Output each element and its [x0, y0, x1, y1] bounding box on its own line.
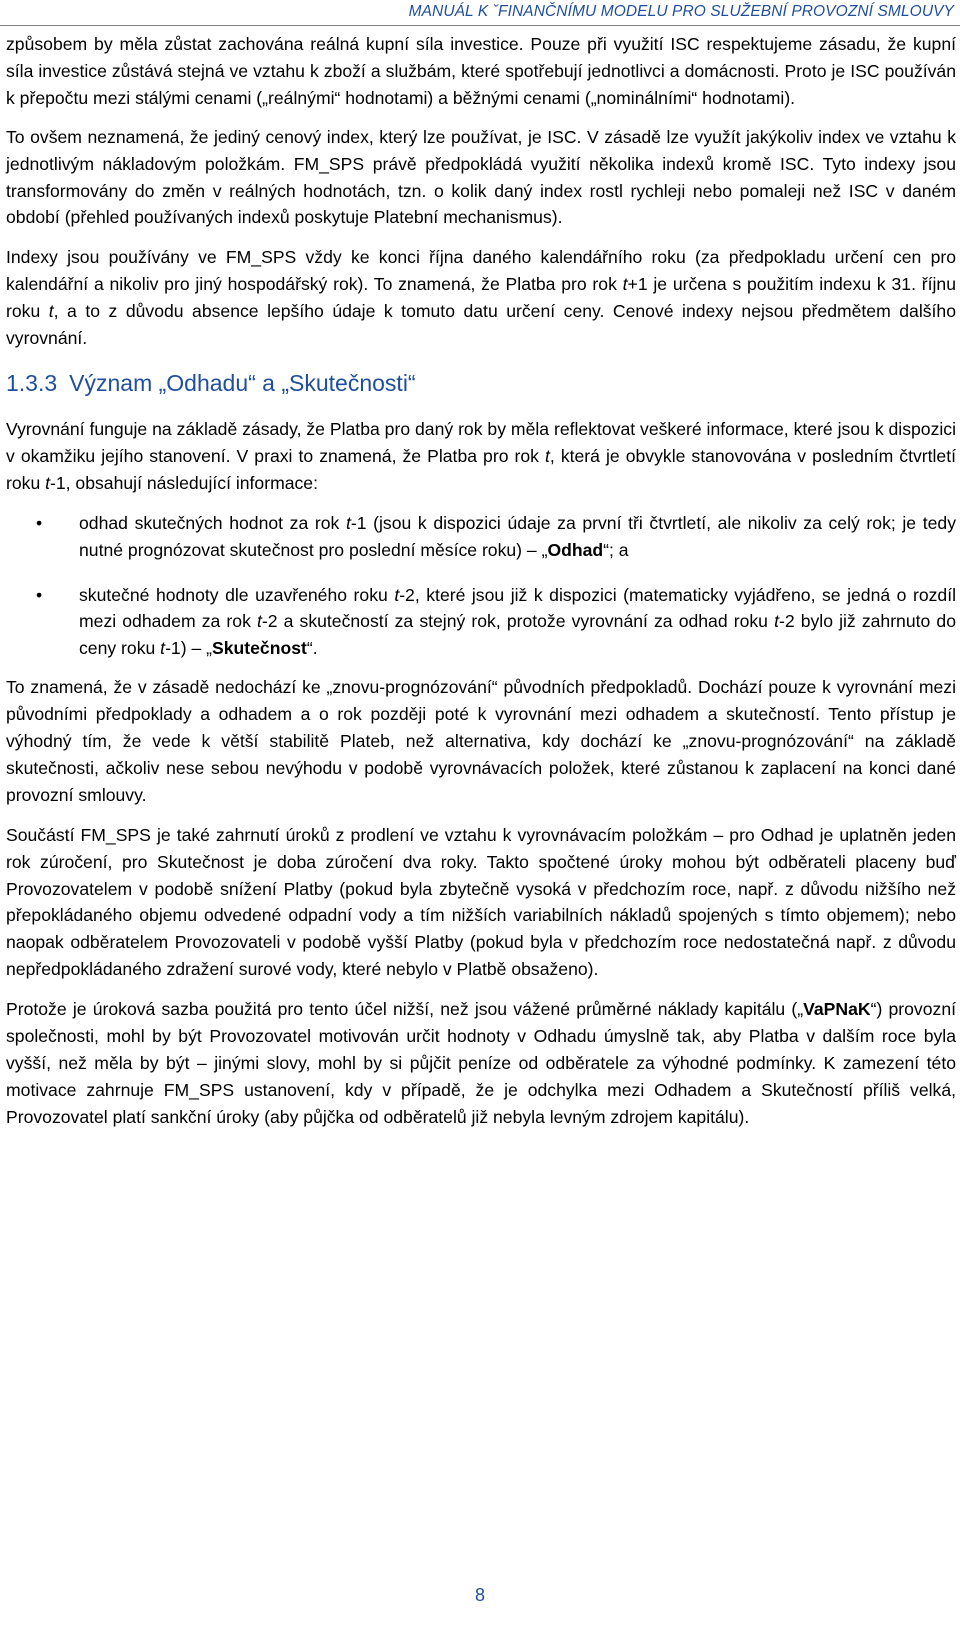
- bullet-icon: •: [36, 584, 43, 605]
- italic-variable: t: [622, 274, 628, 295]
- section-number: 1.3.3: [6, 369, 58, 396]
- bold-term: Odhad: [547, 539, 604, 560]
- text-run: “; a: [603, 539, 629, 560]
- paragraph-vapnak: [6, 996, 956, 1131]
- list-item: [6, 582, 956, 663]
- italic-variable: t: [256, 611, 262, 632]
- text-run: -2, které jsou již k dispozici (matematicky vyjádřeno, se jedná o rozdíl mezi odhadem za rok: [79, 584, 956, 632]
- text-run: Indexy jsou používány ve FM_SPS vždy ke konci října daného kalendářního roku (za předpokladu určení cen pro kalendářní a nikoliv pro jiný hospodářský rok). To znamená, že Platba pro rok: [6, 247, 956, 295]
- text-run: Vyrovnání funguje na základě zásady, že Platba pro daný rok by měla reflektovat veškeré informace, které jsou k dispozici v okamžiku jejího stanovení. V praxi to znamená, že Platba pro rok: [6, 418, 956, 466]
- page-number: 8: [474, 1585, 485, 1605]
- section-heading: [6, 368, 956, 398]
- bullet-icon: •: [36, 512, 43, 533]
- list-item: [6, 510, 956, 564]
- text-run: odhad skutečných hodnot za rok: [79, 512, 346, 533]
- text-run: +1 je určena s použitím indexu k 31. říjnu roku: [6, 274, 956, 322]
- italic-variable: t: [45, 472, 51, 493]
- text-run: “.: [306, 638, 318, 659]
- paragraph-settlement-principle: [6, 416, 956, 497]
- bullet-list: [6, 510, 956, 663]
- paragraph-index-timing: [6, 244, 956, 352]
- italic-variable: t: [160, 638, 166, 659]
- text-run: , a to z důvodu absence lepšího údaje k tomuto datu určení ceny. Cenové indexy nejsou předmětem dalšího vyrovnání.: [6, 301, 956, 349]
- italic-variable: t: [394, 584, 400, 605]
- section-title: Význam „Odhadu“ a „Skutečnosti“: [69, 369, 416, 396]
- text-run: -2 bylo již zahrnuto do ceny roku: [79, 611, 956, 659]
- text-run: , která je obvykle stanovována v posledním čtvrtletí roku: [6, 445, 956, 493]
- header-rule: [0, 25, 960, 26]
- paragraph-late-interest: Součástí FM_SPS je také zahrnutí úroků z prodlení ve vztahu k vyrovnávacím položkám – pro Odhad je uplatněn jeden rok zúročení, pro Skutečnost je doba zúročení dva roky. Takto spočtené úroky mohou být odběrateli placeny buď Provozovatelem v podobě snížení Platby (pokud byla zbytečně vysoká v předchozím roce, např. z důvodu nižšího než přepokládaného objemu odvedené odpadní vody a tím nižších variabilních nákladů spojených s tímto objemem); nebo naopak odběratelem Provozovateli v podobě vyšší Platby (pokud byla v předchozím roce nedostatečná např. z důvodu nepředpokládaného zdražení surové vody, které nebylo v Platbě obsaženo).: [6, 824, 956, 980]
- page-content: [6, 31, 956, 1144]
- text-run: “) provozní společnosti, mohl by být Provozovatel motivován určit hodnoty v Odhadu úmyslně tak, aby Platba v dalším roce byla vyšší, než měla by být – jinými slovy, mohl by si půjčit peníze od odběratele za výhodné podmínky. K zamezení této motivace zahrnuje FM_SPS ustanovení, kdy v případě, že je odchylka mezi Odhadem a Skutečností příliš velká, Provozovatel platí sankční úroky (aby půjčka od odběratelů již nebyla levným zdrojem kapitálu).: [6, 999, 956, 1127]
- bold-term: Skutečnost: [212, 638, 307, 659]
- text-run: -1) – „: [165, 638, 212, 659]
- text-run: -2 a skutečností za stejný rok, protože vyrovnání za odhad roku: [261, 611, 775, 632]
- italic-variable: t: [345, 512, 351, 533]
- bold-term: VaPNaK: [803, 999, 871, 1020]
- text-run: skutečné hodnoty dle uzavřeného roku: [79, 584, 395, 605]
- italic-variable: t: [545, 445, 550, 466]
- paragraph-purchasing-power: způsobem by měla zůstat zachována reálná kupní síla investice. Pouze při využití ISC respektujeme zásadu, že kupní síla investice zůstává stejná ve vztahu k zboží a službám, které spotřebují jednotlivci a domácnosti. Proto je ISC používán k přepočtu mezi stálými cenami („reálnými“ hodnotami) a běžnými cenami („nominálními“ hodnotami).: [6, 34, 956, 108]
- text-run: -1 (jsou k dispozici údaje za první tři čtvrtletí, ale nikoliv za celý rok; je tedy nutné prognózovat skutečnost pro poslední měsíce roku) – „: [79, 512, 956, 560]
- running-header: MANUÁL K ˇFINANČNÍMU MODELU PRO SLUŽEBNÍ PROVOZNÍ SMLOUVY: [408, 3, 954, 20]
- paragraph-other-indices: To ovšem neznamená, že jediný cenový index, který lze používat, je ISC. V zásadě lze využít jakýkoliv index ve vztahu k jednotlivým nákladovým položkám. FM_SPS právě předpokládá využití několika indexů kromě ISC. Tyto indexy jsou transformovány do změn v reálných hodnotách, tzn. o kolik daný index rostl rychleji nebo pomaleji než ISC v daném období (přehled používaných indexů poskytuje Platební mechanismus).: [6, 126, 956, 228]
- text-run: Protože je úroková sazba použitá pro tento účel nižší, než jsou vážené průměrné náklady kapitálu („: [6, 999, 804, 1020]
- italic-variable: t: [774, 611, 779, 632]
- italic-variable: t: [48, 301, 54, 322]
- paragraph-no-reforecasting: To znamená, že v zásadě nedochází ke „znovu-prognózování“ původních předpokladů. Dochází pouze k vyrovnání mezi původními předpoklady a odhadem a o rok později poté k vyrovnání mezi odhadem a skutečností. Tento přístup je výhodný tím, že vede k větší stabilitě Plateb, než alternativa, kdy dochází ke „znovu-prognózování“ na základě skutečnosti, ačkoliv nese sebou nevýhodu v podobě vyrovnávacích položek, které zůstanou k zaplacení na konci dané provozní smlouvy.: [6, 677, 956, 805]
- text-run: -1, obsahují následující informace:: [50, 472, 318, 493]
